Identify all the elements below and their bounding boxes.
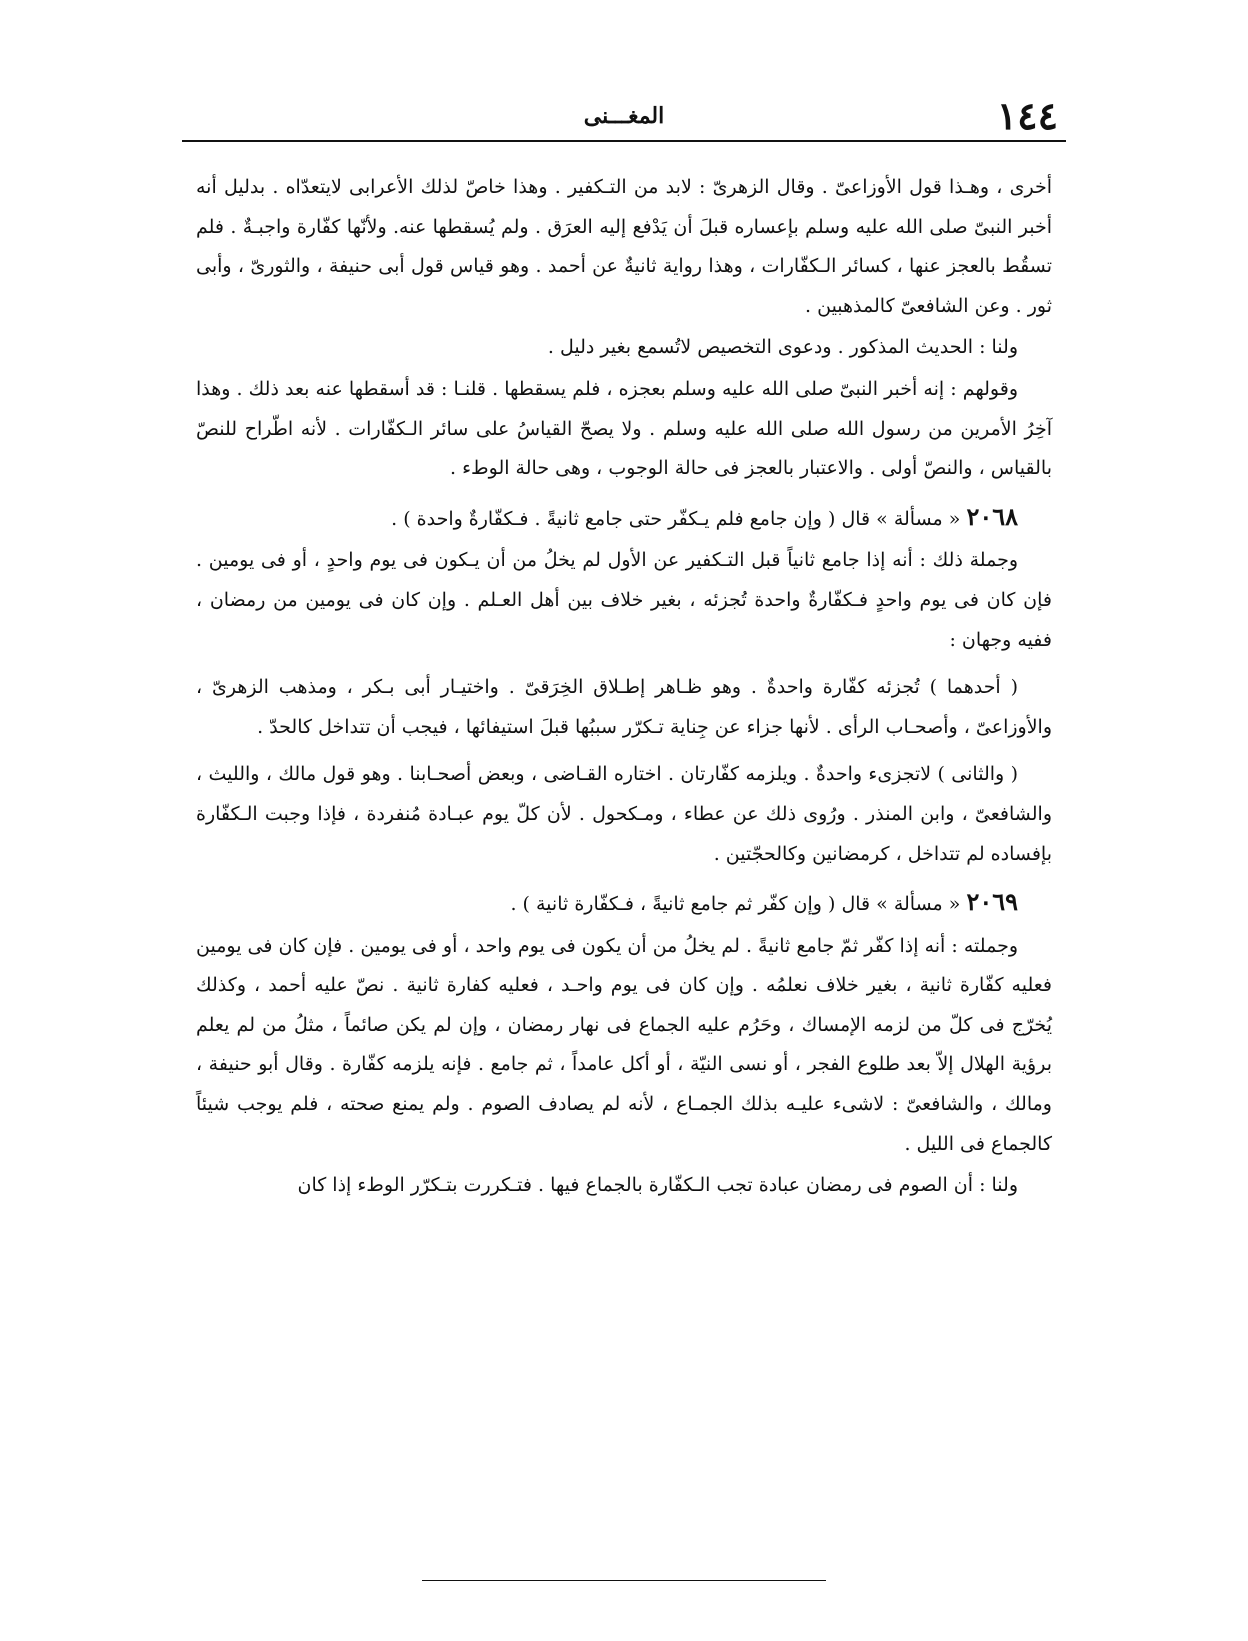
paragraph: ولنا : الحديث المذكور . ودعوى التخصيص لاتُسمع بغير دليل .: [547, 336, 1018, 359]
page-number: ١٤٤: [996, 93, 1058, 138]
header-rule: [182, 140, 1066, 142]
paragraph: أخرى ، وهـذا قول الأوزاعىّ . وقال الزهرىّ : لابد من التـكفير . وهذا خاصّ لذلك الأعرابى لايتعدّاه . بدليل أنه أخبر النبىّ صلى الله عليه وسلم بإعساره قبلَ أن يَدْفع إليه العرَق . ولم يُسقطها عنه. ولأنّها كفّارة واجبـةٌ . فلم تسقُط بالعجز عنها ، كسائر الـكفّارات ، وهذا رواية ثانيةٌ عن أحمد . وهو قياس قول أبى حنيفة ، والثورىّ ، وأبى ثور . وعن الشافعىّ كالمذهبين .: [196, 176, 1052, 317]
paragraph: ( والثانى ) لاتجزىء واحدةٌ . ويلزمه كفّارتان . اختاره القـاضى ، وبعض أصحـابنا . وهو قول مالك ، والليث ، والشافعىّ ، وابن المنذر . ورُوى ذلك عن عطاء ، ومـكحول . لأن كلّ يوم عبـادة مُنفردة ، فإذا وجبت الـكفّارة بإفساده لم تتداخل ، كرمضانين وكالحجّتين .: [196, 763, 1052, 865]
footer-rule: [422, 1580, 826, 1581]
running-title: المغـــنى: [583, 103, 665, 129]
issue-number: ٢٠٦٩: [966, 887, 1018, 917]
paragraph: ( أحدهما ) تُجزئه كفّارة واحدةٌ . وهو ظـاهر إطـلاق الخِرَقىّ . واختيـار أبى بـكر ، ومذهب الزهرىّ ، والأوزاعىّ ، وأصحـاب الرأى . لأنها جزاء عن جِناية تـكرّر سببُها قبلَ استيفائها ، فيجب أن تتداخل كالحدّ .: [196, 676, 1052, 738]
issue-text: « مسألة » قال ( وإن كفّر ثم جامع ثانيةً ، فـكفّارة ثانية ) .: [510, 893, 961, 916]
page-header: [180, 92, 1068, 140]
paragraph: وقولهم : إنه أخبر النبىّ صلى الله عليه وسلم بعجزه ، فلم يسقطها . قلنـا : قد أسقطها عنه بعد ذلك . وهذا آخِرُ الأمرين من رسول الله صلى الله عليه وسلم . ولا يصحّ القياسُ على سائر الـكفّارات . لأنه اطّراح للنصّ بالقياس ، والنصّ أولى . والاعتبار بالعجز فى حالة الوجوب ، وهى حالة الوطء .: [196, 377, 1052, 480]
paragraph: وجملته : أنه إذا كفّر ثمّ جامع ثانيةً . لم يخلُ من أن يكون فى يوم واحد ، أو فى يومين . فإن كان فى يومين فعليه كفّارة ثانية ، بغير خلاف نعلمُه . وإن كان فى يوم واحـد ، فعليه كفارة ثانية . نصّ عليه أحمد ، وكذلك يُخرّج فى كلّ من لزمه الإمساك ، وحَرُم عليه الجماع فى نهار رمضان ، وإن لم يكن صائماً ، مثلُ من لم يعلم برؤية الهلال إلاّ بعد طلوع الفجر ، أو نسى النيّة ، أو أكل عامداً ، ثم جامع . فإنه يلزمه كفّارة . وقال أبو حنيفة ، ومالك ، والشافعىّ : لاشىء عليـه بذلك الجمـاع ، لأنه لم يصادف الصوم . ولم يمنع صحته ، فلم يوجب شيئاً كالجماع فى الليل .: [196, 934, 1052, 1155]
issue-heading: [196, 497, 1052, 540]
paragraph: ولنا : أن الصوم فى رمضان عبادة تجب الـكفّارة بالجماع فيها . فتـكررت بتـكرّر الوطء إذا كان: [297, 1174, 1018, 1197]
issue-text: « مسألة » قال ( وإن جامع فلم يـكفّر حتى جامع ثانيةً . فـكفّارةٌ واحدة ) .: [391, 507, 961, 530]
page-body: [196, 168, 1052, 1208]
issue-number: ٢٠٦٨: [966, 501, 1018, 531]
paragraph: وجملة ذلك : أنه إذا جامع ثانياً قبل التـكفير عن الأول لم يخلُ من أن يـكون فى يوم واحدٍ ، أو فى يومين . فإن كان فى يوم واحدٍ فـكفّارةٌ واحدة تُجزئه ، بغير خلاف بين أهل العـلم . وإن كان فى يومين من رمضان ، ففيه وجهان :: [196, 549, 1052, 651]
issue-heading: [196, 882, 1052, 925]
